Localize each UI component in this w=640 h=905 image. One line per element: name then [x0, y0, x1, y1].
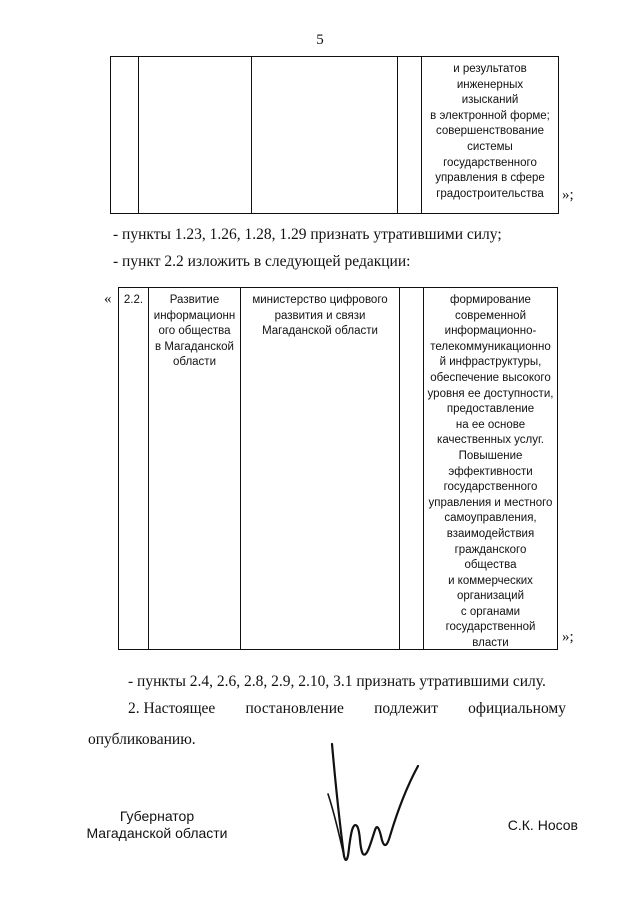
clause-2-word: подлежит — [374, 700, 438, 717]
clause-2-continuation: опубликованию. — [88, 731, 196, 748]
table-cell-executor: министерство цифрового развития и связи Магаданской области — [252, 294, 388, 338]
table-cell-goal: и результатов инженерных изысканий в электронной форме; совершенствование системы государственного управления в сфере градостроительства — [430, 63, 550, 200]
item-line: - пункты 1.23, 1.26, 1.28, 1.29 признать утратившими силу; — [113, 226, 502, 243]
clause-2-word: официальному — [468, 700, 566, 717]
table-item-2-2 — [118, 287, 558, 650]
table-cell-number: 2.2. — [123, 294, 144, 306]
signatory-title: Губернатор Магаданской области — [86, 808, 228, 841]
table-continuation — [110, 56, 559, 214]
handwritten-signature — [318, 738, 428, 868]
clause-2-word: 2. Настоящее — [128, 700, 216, 717]
closing-quote: »; — [562, 187, 574, 203]
table-cell-name: Развитие информационн ого общества в Магаданской области — [153, 294, 236, 369]
page-number: 5 — [316, 32, 324, 48]
opening-quote: « — [104, 291, 112, 307]
table-cell-goal: формирование современной информационно- телекоммуникационно й инфраструктуры, обеспечение высокого уровня ее доступности, предоставление на ее основе качественных услуг. Повышение эффективности государственного управления и местного самоуправления, взаимодействия гражданского общества и коммерческих организаций с органами государственной власти — [427, 294, 554, 650]
clause-2-word: постановление — [245, 700, 344, 717]
closing-quote: »; — [562, 629, 574, 645]
item-line: - пункты 2.4, 2.6, 2.8, 2.9, 2.10, 3.1 признать утратившими силу. — [128, 673, 546, 690]
item-line: - пункт 2.2 изложить в следующей редакции: — [113, 253, 411, 270]
signatory-name: С.К. Носов — [507, 817, 578, 833]
clause-2 — [128, 700, 566, 718]
